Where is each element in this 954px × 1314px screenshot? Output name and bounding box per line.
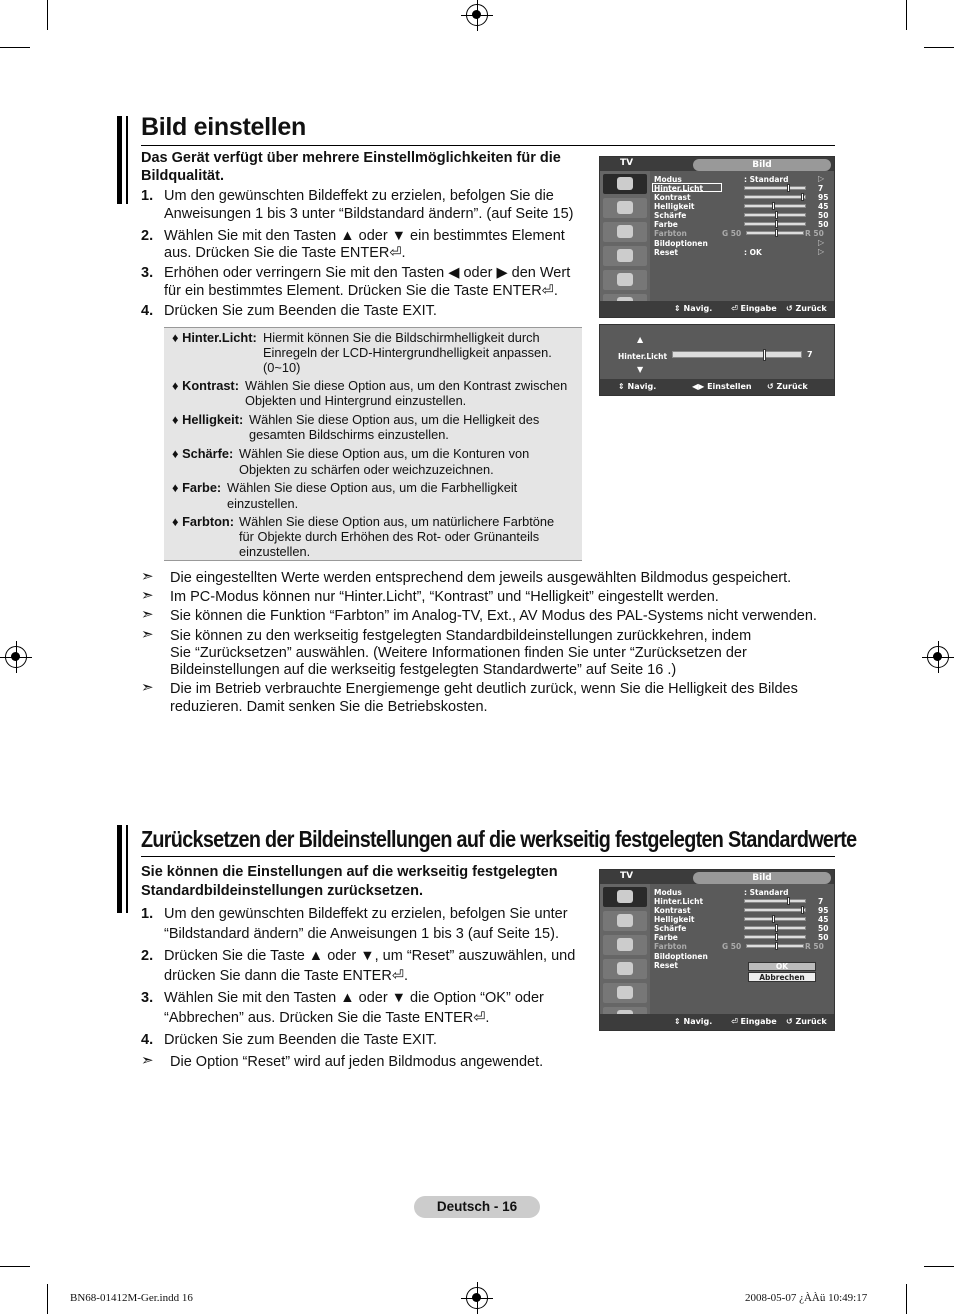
step-text: Drücken Sie die Taste ▲ oder ▼, um “Reset” auszuwählen, und xyxy=(164,948,576,964)
crop-mark xyxy=(924,1266,954,1267)
tv-row-contrast: Kontrast xyxy=(654,193,691,202)
tv-slider-knob xyxy=(775,211,778,219)
step-text: “Abbrechen” aus. Drücken Sie die Taste ENTER⏎. xyxy=(164,1010,490,1026)
step-text: “Bildstandard ändern” die Anweisungen 1 bis 3 (auf Seite 15). xyxy=(164,926,559,942)
tv-slider-knob xyxy=(775,942,778,950)
tv-slider-screen xyxy=(599,324,835,396)
section-title: Bild einstellen xyxy=(141,113,306,141)
tv-row-number: 45 xyxy=(818,202,829,211)
section-bar xyxy=(126,116,128,204)
option-text: einzustellen. xyxy=(239,544,311,559)
step-number: 2. xyxy=(141,948,154,964)
tv-row-color: Farbe xyxy=(654,933,678,942)
tv-row-number: 45 xyxy=(818,915,829,924)
tv-menu-screen xyxy=(599,156,835,318)
option-label: ♦ Farbton: xyxy=(172,514,234,529)
tv-adjust-hint: ◀▶ Einstellen xyxy=(692,382,752,391)
tv-row-number: 50 xyxy=(818,211,829,220)
section-bar xyxy=(117,116,122,204)
tv-slider xyxy=(744,917,806,921)
tv-row-tint: Farbton xyxy=(654,942,687,951)
note-text: Die Option “Reset” wird auf jeden Bildmodus angewendet. xyxy=(170,1054,544,1070)
section-bar xyxy=(117,825,122,913)
option-text: für Objekte durch Erhöhen des Rot- oder Grünanteils xyxy=(239,529,540,544)
option-text: Wählen Sie diese Option aus, um die Helligkeit des xyxy=(249,412,540,427)
submenu-arrow-icon: ▷ xyxy=(818,247,825,256)
step-text: Drücken Sie zum Beenden die Taste EXIT. xyxy=(164,303,437,319)
tv-row-sharpness: Schärfe xyxy=(654,924,687,933)
tv-back-hint: ↺ Zurück xyxy=(786,1017,827,1026)
note-text: Im PC-Modus können nur “Hinter.Licht”, “Kontrast” und “Helligkeit” eingestellt werden. xyxy=(170,589,719,605)
option-text: einzustellen. xyxy=(227,496,299,511)
registration-mark-icon xyxy=(927,646,949,668)
tv-row-number: 50 xyxy=(818,924,829,933)
tv-slider xyxy=(746,944,804,948)
reset-cancel-option[interactable]: Abbrechen xyxy=(748,972,816,982)
tv-enter-hint: ⏎ Eingabe xyxy=(731,304,777,313)
tv-slider-knob xyxy=(787,897,790,905)
tv-nav-hint: ⇕ Navig. xyxy=(618,382,657,391)
tv-row-contrast: Kontrast xyxy=(654,906,691,915)
option-text: (0~10) xyxy=(263,360,301,375)
tv-row-number: 95 xyxy=(818,906,829,915)
note-arrow-icon: ➣ xyxy=(141,626,154,643)
tv-slider-knob xyxy=(775,220,778,228)
crop-mark xyxy=(47,0,48,30)
tv-menu-list xyxy=(652,173,832,301)
option-text: gesamten Bildschirms einzustellen. xyxy=(249,427,449,442)
tv-row-modus: Modus xyxy=(654,175,682,184)
tv-row-brightness: Helligkeit xyxy=(654,202,695,211)
tv-slider-label: Hinter.Licht xyxy=(618,352,668,361)
step-text: drücken Sie dann die Taste ENTER⏎. xyxy=(164,968,409,984)
tv-row-tint: Farbton xyxy=(654,229,687,238)
page-number-badge: Deutsch - 16 xyxy=(414,1196,540,1218)
option-text: Einregeln der LCD-Hintergrundhelligkeit anpassen. xyxy=(263,345,552,360)
option-text: Wählen Sie diese Option aus, um die Konturen von xyxy=(239,446,530,461)
section-title: Zurücksetzen der Bildeinstellungen auf die werkseitig festgelegten Standardwerte xyxy=(141,826,857,852)
tv-slider-knob xyxy=(772,202,775,210)
step-text: Anweisungen 1 bis 3 unter “Bildstandard ändern”. (auf Seite 15) xyxy=(164,206,574,222)
step-text: Um den gewünschten Bildeffekt zu erzielen, befolgen Sie die xyxy=(164,188,554,204)
tv-row-number: 50 xyxy=(818,220,829,229)
tv-slider-knob xyxy=(763,349,766,361)
tv-slider xyxy=(744,926,806,930)
tv-slider xyxy=(744,195,806,199)
step-text: Erhöhen oder verringern Sie mit den Tasten ◀ oder ▶ den Wert xyxy=(164,265,571,281)
submenu-arrow-icon: ▷ xyxy=(818,174,825,183)
option-label: ♦ Schärfe: xyxy=(172,446,234,461)
sound-menu-icon xyxy=(603,911,647,931)
tv-slider-knob xyxy=(775,924,778,932)
tv-menu-sidebar xyxy=(600,171,650,301)
option-text: Objekten zu schärfen oder weichzuzeichnen. xyxy=(239,462,494,477)
step-number: 3. xyxy=(141,990,154,1006)
input-menu-icon xyxy=(603,983,647,1003)
tv-slider xyxy=(744,935,806,939)
registration-mark-icon xyxy=(5,646,27,668)
step-text: Drücken Sie zum Beenden die Taste EXIT. xyxy=(164,1032,437,1048)
tv-row-number: 50 xyxy=(818,933,829,942)
crop-mark xyxy=(0,1266,30,1267)
tv-nav-hint: ⇕ Navig. xyxy=(674,1017,713,1026)
tv-slider-knob xyxy=(801,193,804,201)
tv-menu-sidebar xyxy=(600,884,650,1014)
file-slug: BN68-01412M-Ger.indd 16 xyxy=(70,1292,193,1304)
tv-row-reset: Reset xyxy=(654,961,678,970)
tv-tint-red: R 50 xyxy=(805,229,824,238)
note-arrow-icon: ➣ xyxy=(141,568,154,585)
tv-tint-green: G 50 xyxy=(722,229,742,238)
tv-row-value: : Standard xyxy=(744,175,789,184)
step-text: Wählen Sie mit den Tasten ▲ oder ▼ ein bestimmtes Element xyxy=(164,228,565,244)
step-text: Um den gewünschten Bildeffekt zu erzielen, befolgen Sie unter xyxy=(164,906,568,922)
tv-row-number: 7 xyxy=(818,184,824,193)
tv-menu-title: Bild xyxy=(693,872,831,884)
tv-slider xyxy=(744,222,806,226)
section-intro: Standardbildeinstellungen zurücksetzen. xyxy=(141,883,423,899)
tv-slider-knob xyxy=(775,229,778,237)
note-text: Die im Betrieb verbrauchte Energiemenge geht deutlich zurück, wenn Sie die Helligkeit des Bildes xyxy=(170,681,798,697)
tv-slider-knob xyxy=(772,915,775,923)
picture-menu-icon xyxy=(603,174,647,194)
note-arrow-icon: ➣ xyxy=(141,679,154,696)
tv-row-sharpness: Schärfe xyxy=(654,211,687,220)
tv-back-hint: ↺ Zurück xyxy=(786,304,827,313)
submenu-arrow-icon: ▷ xyxy=(818,238,825,247)
tv-row-backlight: Hinter.Licht xyxy=(654,897,704,906)
note-arrow-icon: ➣ xyxy=(141,587,154,604)
crop-mark xyxy=(47,1284,48,1314)
tv-slider xyxy=(744,899,806,903)
tv-slider xyxy=(744,186,806,190)
tv-nav-hint: ⇕ Navig. xyxy=(674,304,713,313)
note-arrow-icon: ➣ xyxy=(141,1052,154,1069)
option-label: ♦ Helligkeit: xyxy=(172,412,244,427)
note-arrow-icon: ➣ xyxy=(141,606,154,623)
tv-reset-screen xyxy=(599,869,835,1031)
channel-menu-icon xyxy=(603,222,647,242)
tv-slider xyxy=(744,908,806,912)
tv-row-number: 95 xyxy=(818,193,829,202)
tv-row-picture-options: Bildoptionen xyxy=(654,952,708,961)
date-slug: 2008-05-07 ¿ÀÀü 10:49:17 xyxy=(745,1292,868,1304)
tv-row-backlight: Hinter.Licht xyxy=(654,184,704,193)
tv-row-reset: Reset xyxy=(654,248,678,257)
option-text: Objekten und Hintergrund einzustellen. xyxy=(245,393,467,408)
option-text: Wählen Sie diese Option aus, um den Kontrast zwischen xyxy=(245,378,568,393)
tv-menu-list xyxy=(652,886,832,1014)
note-text: Sie können zu den werkseitig festgelegten Standardbildeinstellungen zurückkehren, indem xyxy=(170,628,752,644)
option-text: Wählen Sie diese Option aus, um natürlichere Farbtöne xyxy=(239,514,555,529)
crop-mark xyxy=(906,1284,907,1314)
tv-row-number: 7 xyxy=(818,897,824,906)
setup-menu-icon xyxy=(603,246,647,266)
crop-mark xyxy=(0,47,30,48)
input-menu-icon xyxy=(603,270,647,290)
up-arrow-icon: ▲ xyxy=(637,335,644,344)
step-number: 4. xyxy=(141,303,154,319)
step-number: 4. xyxy=(141,1032,154,1048)
option-label: ♦ Farbe: xyxy=(172,480,222,495)
note-text: Die eingestellten Werte werden entsprechend dem jeweils ausgewählten Bildmodus gespeichert. xyxy=(170,570,792,586)
tv-tint-green: G 50 xyxy=(722,942,742,951)
option-text: Hiermit können Sie die Bildschirmhelligkeit durch xyxy=(263,330,540,345)
tv-row-brightness: Helligkeit xyxy=(654,915,695,924)
tv-slider xyxy=(746,231,804,235)
tv-nav-bar xyxy=(600,1014,834,1030)
crop-mark xyxy=(906,0,907,30)
registration-mark-icon xyxy=(466,4,488,26)
step-number: 1. xyxy=(141,906,154,922)
tv-slider-knob xyxy=(775,933,778,941)
step-number: 1. xyxy=(141,188,154,204)
title-rule xyxy=(141,145,835,146)
section-intro: Sie können die Einstellungen auf die werkseitig festgelegten xyxy=(141,864,558,880)
step-text: Wählen Sie mit den Tasten ▲ oder ▼ die Option “OK” oder xyxy=(164,990,544,1006)
tv-slider-knob xyxy=(801,906,804,914)
down-arrow-icon: ▼ xyxy=(637,365,644,374)
option-text: Wählen Sie diese Option aus, um die Farbhelligkeit xyxy=(227,480,518,495)
step-text: aus. Drücken Sie die Taste ENTER⏎. xyxy=(164,245,406,261)
tv-slider xyxy=(744,204,806,208)
tv-row-value: : Standard xyxy=(744,888,789,897)
channel-menu-icon xyxy=(603,935,647,955)
tv-enter-hint: ⏎ Eingabe xyxy=(731,1017,777,1026)
tv-row-picture-options: Bildoptionen xyxy=(654,239,708,248)
step-number: 3. xyxy=(141,265,154,281)
tv-nav-bar xyxy=(600,301,834,317)
tv-source-label: TV xyxy=(620,158,634,168)
registration-mark-icon xyxy=(466,1287,488,1309)
tv-slider xyxy=(744,213,806,217)
option-label: ♦ Kontrast: xyxy=(172,378,239,393)
note-text: Sie können die Funktion “Farbton” im Analog-TV, Ext., AV Modus des PAL-Systems nicht verwenden. xyxy=(170,608,817,624)
reset-ok-option[interactable]: OK xyxy=(748,962,816,971)
tv-source-label: TV xyxy=(620,871,634,881)
step-text: für ein bestimmtes Element. Drücken Sie die Taste ENTER⏎. xyxy=(164,283,558,299)
tv-slider-knob xyxy=(787,184,790,192)
title-rule xyxy=(141,856,835,857)
tv-slider-value: 7 xyxy=(807,350,813,359)
picture-menu-icon xyxy=(603,887,647,907)
tv-tint-red: R 50 xyxy=(805,942,824,951)
step-number: 2. xyxy=(141,228,154,244)
tv-row-color: Farbe xyxy=(654,220,678,229)
tv-row-modus: Modus xyxy=(654,888,682,897)
sound-menu-icon xyxy=(603,198,647,218)
tv-nav-bar xyxy=(600,379,834,395)
options-box xyxy=(164,327,582,561)
tv-row-value: : OK xyxy=(744,248,762,257)
tv-menu-title: Bild xyxy=(693,159,831,171)
crop-mark xyxy=(924,47,954,48)
tv-slider xyxy=(672,351,802,358)
tv-back-hint: ↺ Zurück xyxy=(767,382,808,391)
option-label: ♦ Hinter.Licht: xyxy=(172,330,257,345)
setup-menu-icon xyxy=(603,959,647,979)
note-text: reduzieren. Damit senken Sie die Betriebskosten. xyxy=(170,699,488,715)
note-text: Sie “Zurücksetzen” auswählen. (Weitere Informationen finden Sie unter “Zurücksetzen der xyxy=(170,645,747,661)
section-bar xyxy=(126,825,128,913)
note-text: Bildeinstellungen auf die werkseitig festgelegten Standardwerte” auf Seite 16 .) xyxy=(170,662,677,678)
section-intro: Das Gerät verfügt über mehrere Einstellmöglichkeiten für die Bildqualität. xyxy=(141,150,561,184)
